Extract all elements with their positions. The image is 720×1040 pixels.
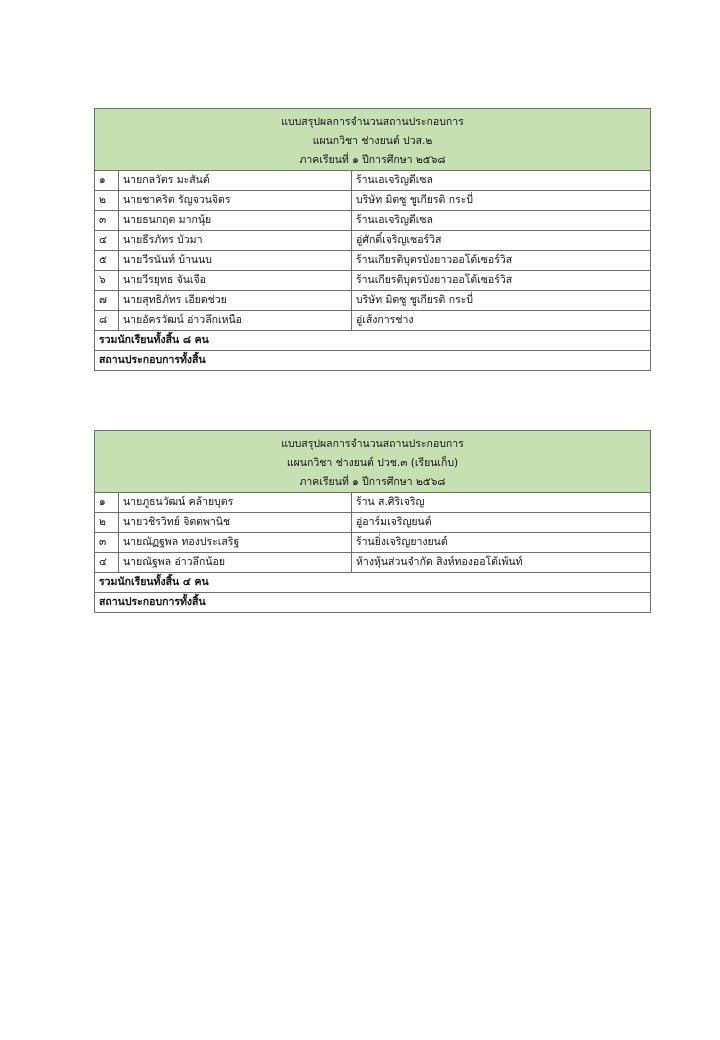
company-name: อู่เส้งการช่าง <box>352 311 651 331</box>
student-name: นายกลวัตร มะสันต์ <box>119 171 352 191</box>
company-name: ร้านเอเจริญดีเซล <box>352 211 651 231</box>
row-number: ๒ <box>95 513 119 533</box>
student-name: นายสุทธิภัทร เอียดช่วย <box>119 291 352 311</box>
company-name: อู่อาร์มเจริญยนต์ <box>352 513 651 533</box>
total-students: รวมนักเรียนทั้งสิ้น ๘ คน <box>95 331 651 351</box>
student-name: นายภูธนวัฒน์ คล้ายบุตร <box>119 493 352 513</box>
row-number: ๑ <box>95 171 119 191</box>
row-number: ๓ <box>95 211 119 231</box>
table-row <box>95 533 651 553</box>
row-number: ๒ <box>95 191 119 211</box>
row-number: ๗ <box>95 291 119 311</box>
table-row <box>95 191 651 211</box>
table-header <box>95 431 651 493</box>
summary-table-pvs2 <box>94 108 651 371</box>
company-name: ร้านยิ่งเจริญยางยนต์ <box>352 533 651 553</box>
table-row <box>95 171 651 191</box>
header-title: แบบสรุปผลการจำนวนสถานประกอบการ <box>281 438 464 450</box>
table-row <box>95 553 651 573</box>
company-name: อู่ศักดิ์เจริญเซอร์วิส <box>352 231 651 251</box>
student-name: นายอัครวัฒน์ อ่าวลึกเหนือ <box>119 311 352 331</box>
row-number: ๔ <box>95 553 119 573</box>
company-name: ร้านเกียรติบุตรบังยาวออโต้เซอร์วิส <box>352 251 651 271</box>
total-students: รวมนักเรียนทั้งสิ้น ๔ คน <box>95 573 651 593</box>
row-number: ๕ <box>95 251 119 271</box>
student-name: นายณัฐพล อ่าวลึกน้อย <box>119 553 352 573</box>
table-row <box>95 493 651 513</box>
company-name: บริษัท มิตซู ชูเกียรติ กระบี่ <box>352 191 651 211</box>
row-number: ๑ <box>95 493 119 513</box>
company-name: ร้านเอเจริญดีเซล <box>352 171 651 191</box>
company-name: ร้านเกียรติบุตรบังยาวออโต้เซอร์วิส <box>352 271 651 291</box>
table-row <box>95 271 651 291</box>
table-row <box>95 311 651 331</box>
header-department: แผนกวิชา ช่างยนต์ ปวช.๓ (เรียนเก็บ) <box>286 457 459 469</box>
student-name: นายวีรนันท์ บ้านนบ <box>119 251 352 271</box>
student-name: นายธีรภัทร บัวมา <box>119 231 352 251</box>
header-title: แบบสรุปผลการจำนวนสถานประกอบการ <box>281 116 464 128</box>
header-semester: ภาคเรียนที่ ๑ ปีการศึกษา ๒๕๖๘ <box>299 154 446 166</box>
table-row <box>95 513 651 533</box>
student-name: นายธนกฤต มากนุ้ย <box>119 211 352 231</box>
header-semester: ภาคเรียนที่ ๑ ปีการศึกษา ๒๕๖๘ <box>299 476 446 488</box>
row-number: ๖ <box>95 271 119 291</box>
header-department: แผนกวิชา ช่างยนต์ ปวส.๒ <box>312 135 433 147</box>
table-row <box>95 231 651 251</box>
table-row <box>95 291 651 311</box>
table-row <box>95 211 651 231</box>
table-row <box>95 251 651 271</box>
student-name: นายชาคริต รัญจวนจิตร <box>119 191 352 211</box>
row-number: ๔ <box>95 231 119 251</box>
company-name: ร้าน ส.ศิริเจริญ <box>352 493 651 513</box>
total-companies: สถานประกอบการทั้งสิ้น <box>95 593 651 613</box>
student-name: นายวีรยุทธ จันเจือ <box>119 271 352 291</box>
row-number: ๓ <box>95 533 119 553</box>
student-name: นายณัฏฐพล ทองประเสริฐ <box>119 533 352 553</box>
summary-table-pvc3 <box>94 430 651 613</box>
student-name: นายวชิรวิทย์ จิตตพานิช <box>119 513 352 533</box>
total-companies: สถานประกอบการทั้งสิ้น <box>95 351 651 371</box>
company-name: ห้างหุ้นส่วนจำกัด สิงห์ทองออโต้เพ้นท์ <box>352 553 651 573</box>
table-header <box>95 109 651 171</box>
company-name: บริษัท มิตซู ชูเกียรติ กระบี่ <box>352 291 651 311</box>
row-number: ๘ <box>95 311 119 331</box>
